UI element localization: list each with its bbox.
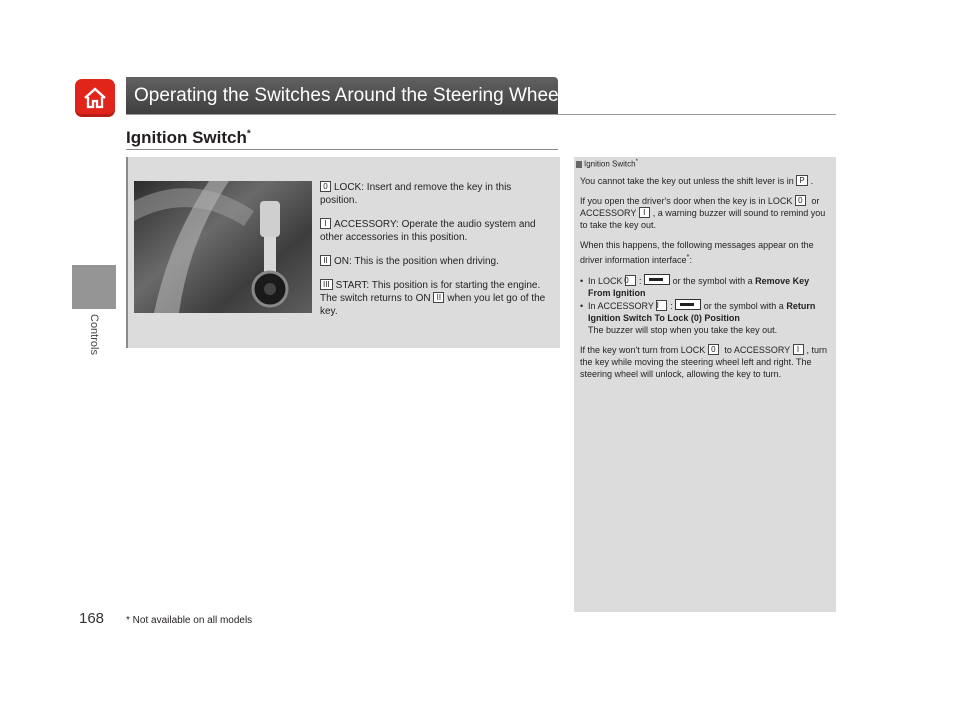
side-note-text (580, 175, 830, 388)
page-number: 168 (79, 610, 105, 627)
ignition-positions-list (320, 181, 550, 329)
step-accessory: I ACCESSORY: Operate the audio system and other accessories in this position. (320, 219, 536, 243)
position-badge-0: 0 (795, 195, 806, 206)
position-badge-i: I (320, 218, 331, 229)
step-start: III START: This position is for starting the engine. The switch returns to ON II when you let go of the key. (320, 280, 546, 317)
position-badge-ii: II (320, 255, 331, 266)
step-lock: 0 LOCK: Insert and remove the key in this position. (320, 182, 512, 206)
step-on: II ON: This is the position when driving. (320, 255, 550, 268)
position-badge-0: 0 (625, 275, 636, 286)
position-badge-i: I (639, 207, 650, 218)
note-paragraph: When this happens, the following messages appear on the driver information interface*: (580, 240, 814, 265)
position-badge-i: I (656, 300, 667, 311)
page-title: Operating the Switches Around the Steering Wheel (134, 85, 563, 106)
note-bullet: • In ACCESSORY I : or the symbol with a Return Ignition Switch To Lock (0) Position (580, 301, 816, 323)
position-badge-ii: II (433, 292, 444, 303)
note-bullet-continuation: The buzzer will stop when you take the key out. (588, 325, 778, 335)
position-badge-iii: III (320, 279, 333, 290)
section-divider (126, 149, 558, 150)
side-note-heading: Ignition Switch* (576, 159, 638, 169)
note-marker-icon (576, 161, 582, 168)
sidebar-tab-marker[interactable] (72, 265, 116, 309)
title-divider (126, 114, 836, 115)
home-icon (82, 85, 108, 111)
position-badge-i: I (793, 344, 804, 355)
position-badge-p: P (796, 175, 807, 186)
section-title: Ignition Switch* (126, 128, 251, 147)
sidebar-label: Controls (88, 314, 100, 355)
footnote: * Not available on all models (126, 615, 253, 626)
remove-key-indicator-icon (644, 274, 670, 285)
note-paragraph: If the key won't turn from LOCK 0 to ACCESSORY I , turn the key while moving the steering wheel left and right. The steering wheel will unlock, allowing the key to turn. (580, 345, 828, 379)
home-button[interactable] (75, 79, 115, 117)
chapter-title-bar (126, 77, 563, 114)
position-badge-0: 0 (320, 181, 331, 192)
note-paragraph: If you open the driver's door when the key is in LOCK 0 or ACCESSORY I , a warning buzzer will sound to remind you to take the key out. (580, 196, 826, 230)
ignition-key-photo (134, 181, 312, 313)
return-to-lock-indicator-icon (675, 299, 701, 310)
note-bullet: • In LOCK 0 : or the symbol with a Remove Key From Ignition (580, 276, 810, 298)
position-badge-0: 0 (708, 344, 719, 355)
note-paragraph: You cannot take the key out unless the shift lever is in P . (580, 176, 814, 186)
